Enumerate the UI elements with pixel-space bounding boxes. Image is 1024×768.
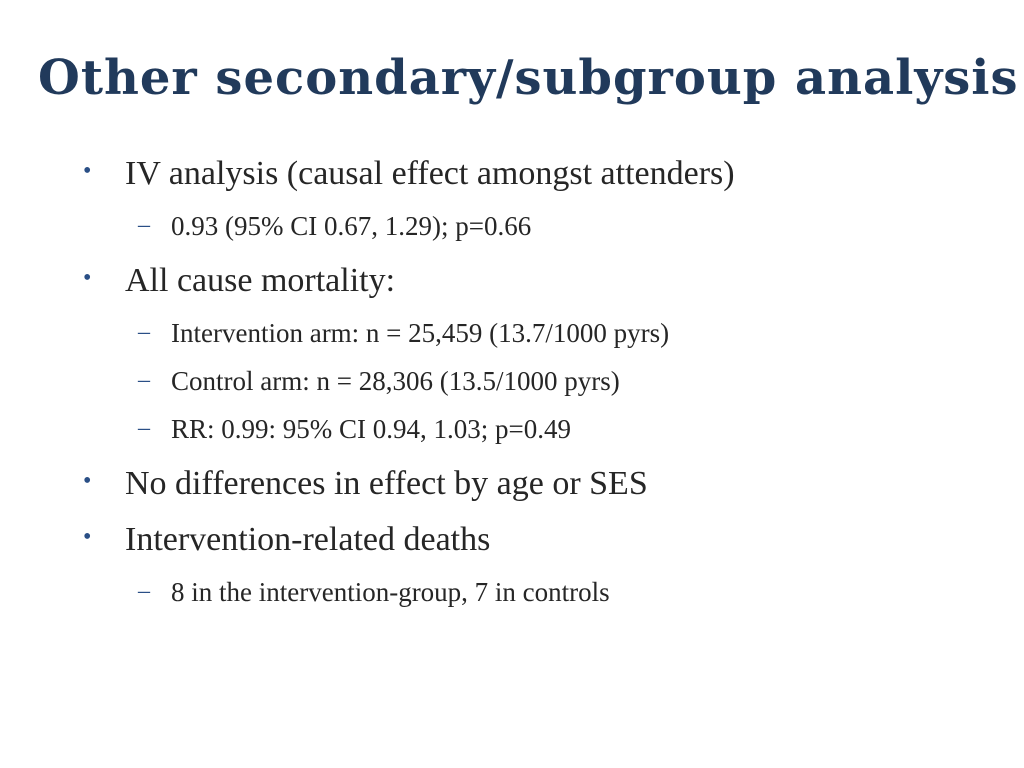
bullet-text: IV analysis (causal effect amongst attenders): [125, 155, 735, 192]
slide-title: Other secondary/subgroup analysis: [38, 50, 1019, 106]
sub-bullet-item: [0, 309, 1024, 357]
sub-bullet-item: [0, 357, 1024, 405]
bullet-dot-icon: •: [83, 158, 92, 184]
bullet-item: [0, 456, 1024, 512]
bullet-dot-icon: •: [83, 524, 92, 550]
bullet-item: [0, 253, 1024, 309]
sub-bullet-item: [0, 568, 1024, 616]
sub-bullet-text: 8 in the intervention-group, 7 in controls: [171, 577, 610, 607]
dash-icon: –: [138, 367, 150, 393]
bullet-item: [0, 146, 1024, 202]
sub-bullet-item: [0, 405, 1024, 453]
sub-bullet-item: [0, 202, 1024, 250]
bullet-text: No differences in effect by age or SES: [125, 465, 648, 502]
bullet-list: [0, 146, 1024, 616]
sub-bullet-text: Intervention arm: n = 25,459 (13.7/1000 pyrs): [171, 318, 670, 348]
dash-icon: –: [138, 212, 150, 238]
sub-bullet-text: 0.93 (95% CI 0.67, 1.29); p=0.66: [171, 211, 532, 241]
bullet-text: All cause mortality:: [125, 262, 396, 299]
sub-bullet-text: RR: 0.99: 95% CI 0.94, 1.03; p=0.49: [171, 414, 571, 444]
bullet-text: Intervention-related deaths: [125, 521, 491, 558]
bullet-item: [0, 512, 1024, 568]
dash-icon: –: [138, 415, 150, 441]
bullet-dot-icon: •: [83, 265, 92, 291]
dash-icon: –: [138, 319, 150, 345]
dash-icon: –: [138, 578, 150, 604]
sub-bullet-text: Control arm: n = 28,306 (13.5/1000 pyrs): [171, 366, 620, 396]
bullet-dot-icon: •: [83, 468, 92, 494]
